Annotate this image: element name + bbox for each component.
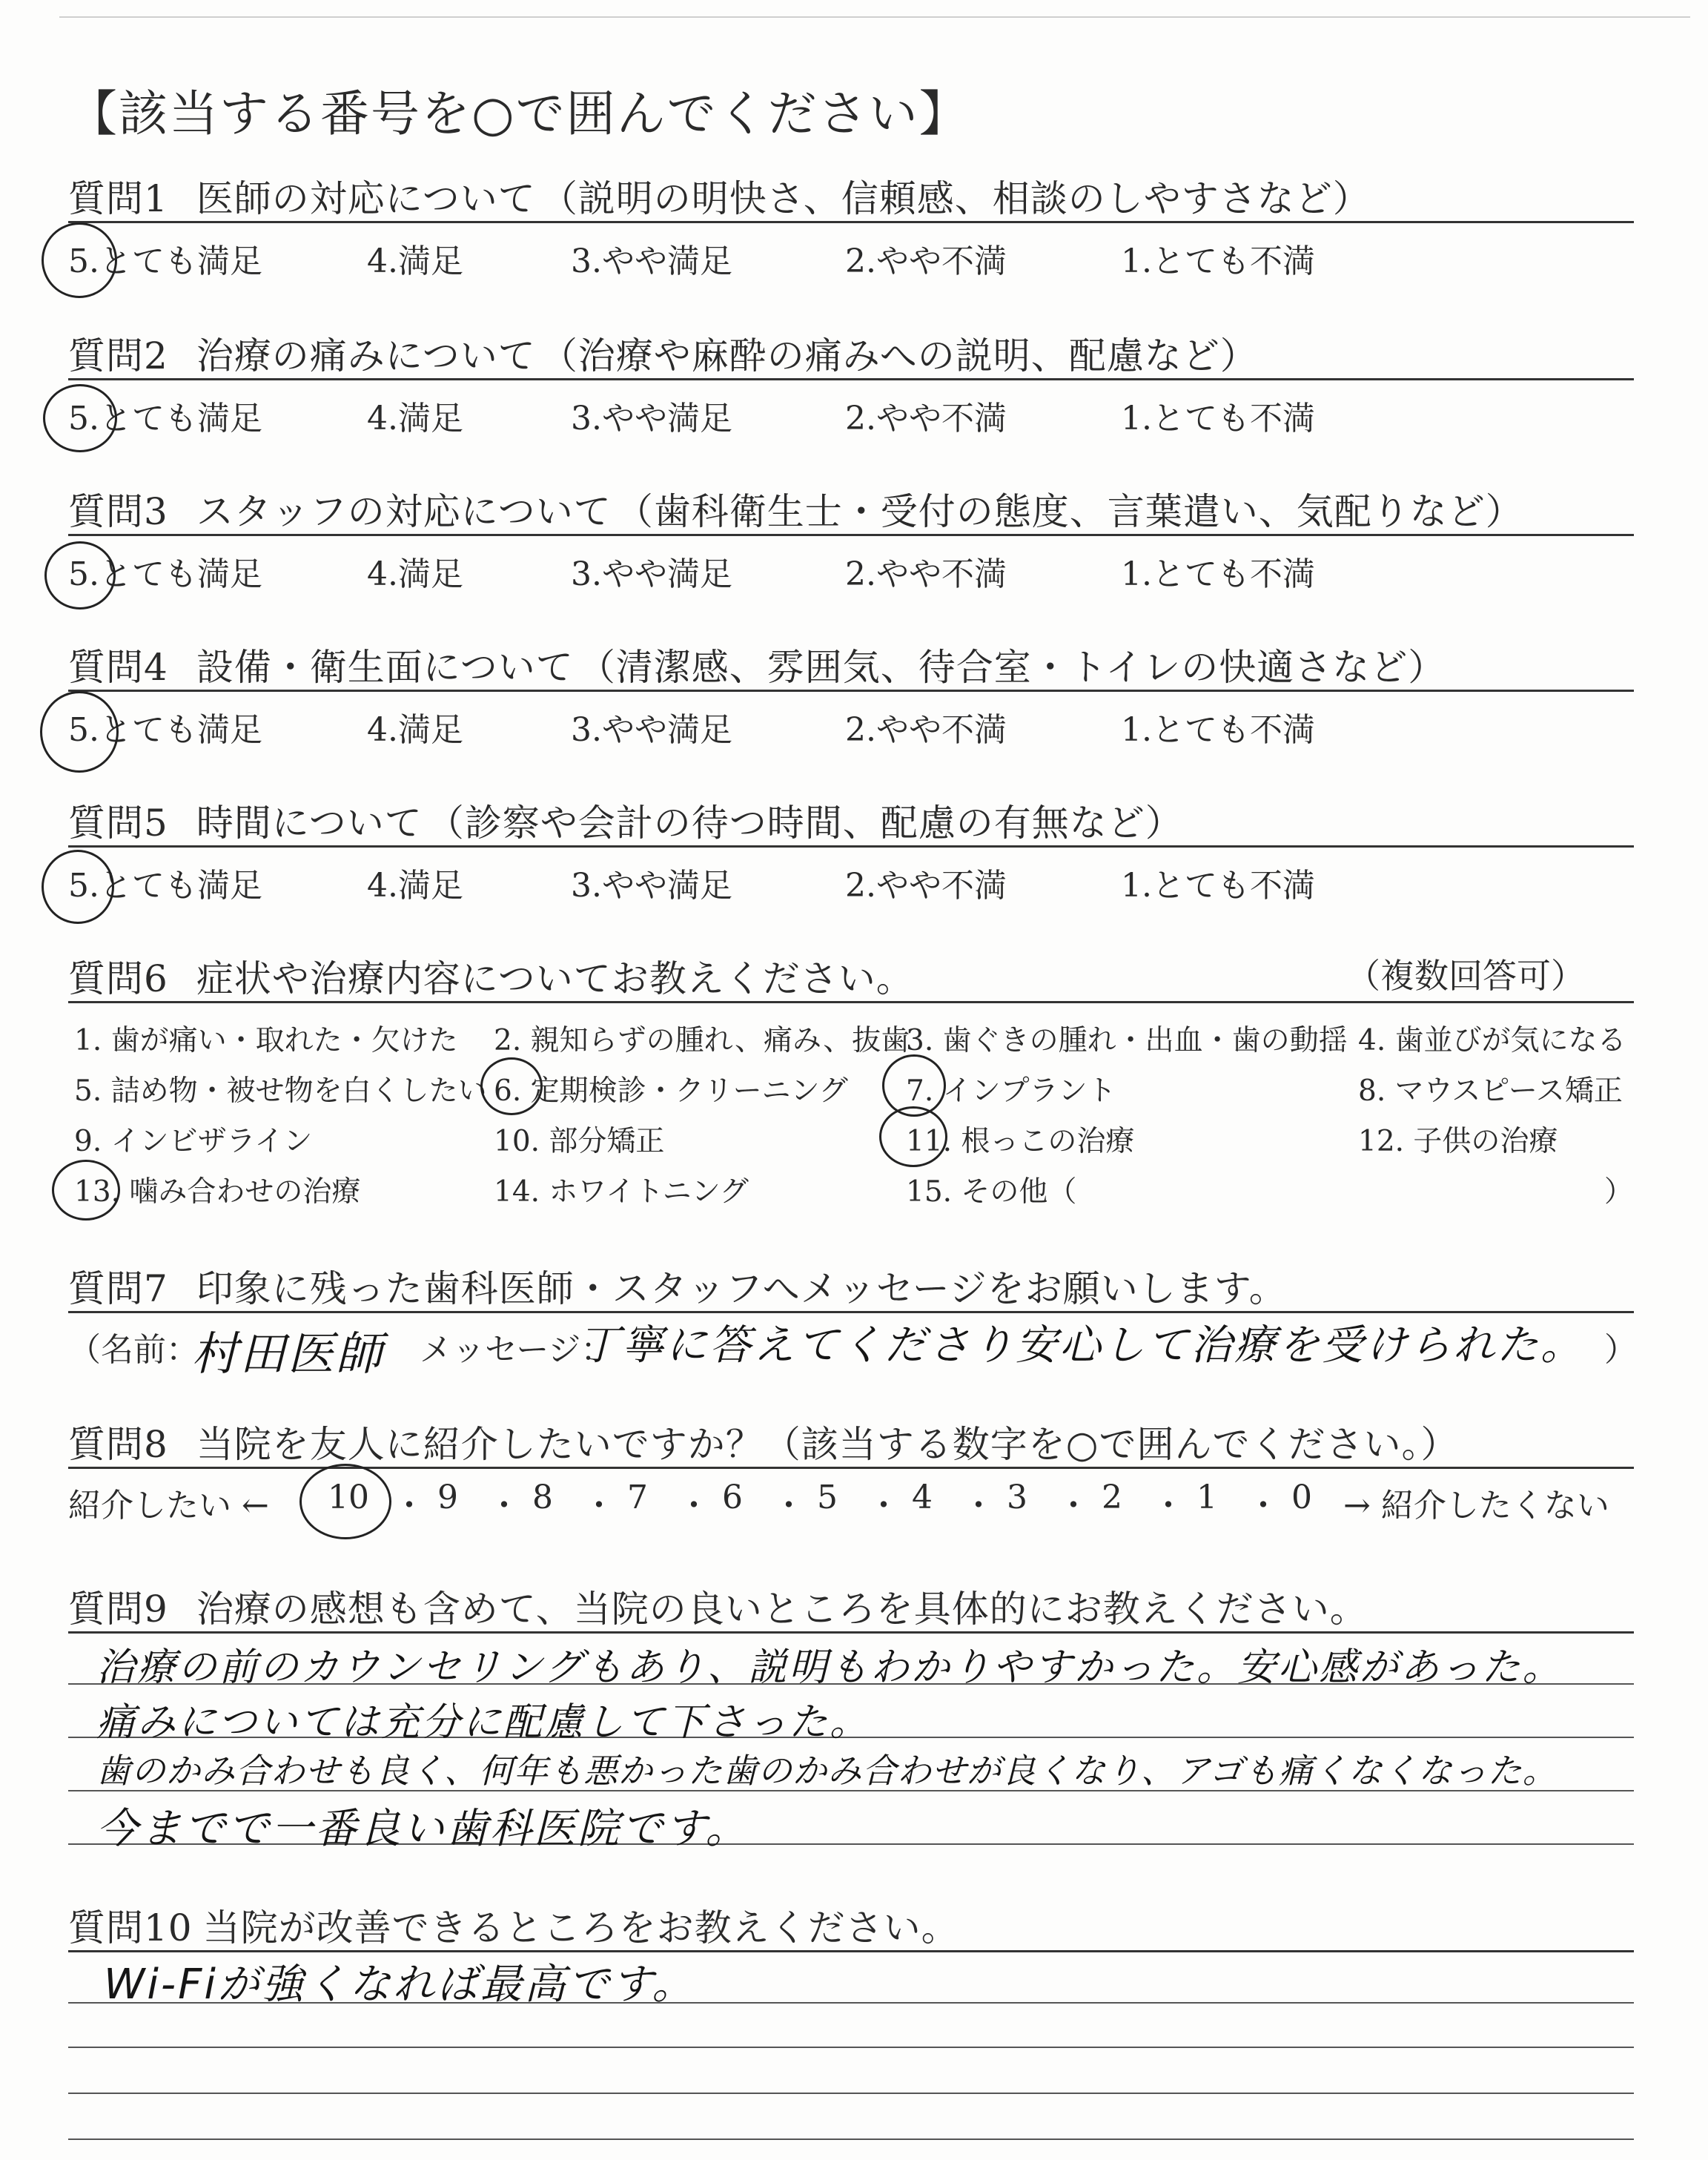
name-handwriting[interactable]: 村田医師: [191, 1327, 385, 1381]
option-2[interactable]: 2.やや不満: [845, 555, 1007, 593]
option-4[interactable]: 4.満足: [367, 867, 463, 905]
option-11[interactable]: 11. 根っこの治療: [906, 1125, 1135, 1158]
question-detail: （診察や会計の待つ時間、配慮の有無など）: [426, 802, 1183, 845]
option-1[interactable]: 1.とても不満: [1121, 400, 1315, 437]
question-number: 質問6: [68, 957, 168, 1000]
question-number: 質問1: [68, 177, 168, 220]
option-1[interactable]: 1.とても不満: [1121, 242, 1315, 280]
scale-right-label: → 紹介したくない: [1343, 1487, 1609, 1525]
option-15[interactable]: 15. その他（: [906, 1175, 1077, 1209]
option-3[interactable]: 3.やや満足: [571, 555, 732, 593]
option-5[interactable]: 5.とても満足: [68, 711, 262, 749]
answer-line: [68, 2093, 1634, 2094]
question-number: 質問3: [68, 490, 168, 533]
option-12[interactable]: 12. 子供の治療: [1358, 1125, 1558, 1158]
message-close-paren: ）: [1604, 1331, 1637, 1369]
question-text: 当院が改善できるところをお教えください。: [202, 1906, 959, 1949]
option-15-close-paren: ）: [1604, 1175, 1634, 1209]
divider: [68, 221, 1634, 223]
scale-9[interactable]: 9: [437, 1479, 458, 1516]
option-5[interactable]: 5.とても満足: [68, 555, 262, 593]
scale-0[interactable]: 0: [1291, 1479, 1312, 1516]
option-9[interactable]: 9. インビザライン: [74, 1125, 313, 1158]
divider: [68, 1631, 1634, 1634]
scale-4[interactable]: 4: [912, 1479, 933, 1516]
instruction-header: 【該当する番号を○で囲んでください】: [68, 85, 970, 142]
option-2[interactable]: 2.やや不満: [845, 711, 1007, 749]
option-5[interactable]: 5.とても満足: [68, 400, 262, 437]
divider: [68, 845, 1634, 848]
divider: [68, 534, 1634, 536]
question-detail: （清潔感、雰囲気、待合室・トイレの快適さなど）: [577, 646, 1446, 689]
option-5[interactable]: 5.とても満足: [68, 242, 262, 280]
scale-2[interactable]: 2: [1102, 1479, 1122, 1516]
question-text: 医師の対応について: [196, 177, 536, 220]
option-2[interactable]: 2. 親知らずの腫れ、痛み、抜歯: [494, 1024, 910, 1057]
question-text: 治療の感想も含めて、当院の良いところを具体的にお教えください。: [196, 1588, 1368, 1631]
question-number: 質問4: [68, 646, 168, 689]
scale-dot: ・: [772, 1487, 805, 1525]
option-8[interactable]: 8. マウスピース矯正: [1358, 1074, 1623, 1108]
option-6[interactable]: 6. 定期検診・クリーニング: [494, 1074, 848, 1108]
option-4[interactable]: 4.満足: [367, 555, 463, 593]
question-8: [0, 1415, 1708, 1533]
answer-line: [68, 2047, 1634, 2048]
option-3[interactable]: 3. 歯ぐきの腫れ・出血・歯の動揺: [906, 1024, 1348, 1057]
question-text: 時間について: [196, 802, 423, 845]
question-number: 質問2: [68, 334, 168, 377]
scale-8[interactable]: 8: [532, 1479, 553, 1516]
scale-dot: ・: [393, 1487, 426, 1525]
scale-10[interactable]: 10: [328, 1479, 369, 1516]
message-label: メッセージ：: [420, 1331, 614, 1369]
option-10[interactable]: 10. 部分矯正: [494, 1125, 665, 1158]
question-text: 症状や治療内容についてお教えください。: [196, 957, 914, 1000]
scale-left-label: 紹介したい ←: [68, 1487, 269, 1525]
scale-dot: ・: [1057, 1487, 1090, 1525]
question-number: 質問5: [68, 802, 168, 845]
scale-dot: ・: [962, 1487, 995, 1525]
scale-dot: ・: [488, 1487, 520, 1525]
option-3[interactable]: 3.やや満足: [571, 242, 732, 280]
option-1[interactable]: 1.とても不満: [1121, 867, 1315, 905]
question-detail: （歯科衛生士・受付の態度、言葉遣い、気配りなど）: [615, 490, 1523, 533]
option-4[interactable]: 4.満足: [367, 711, 463, 749]
answer-handwriting-line-1[interactable]: 治療の前のカウンセリングもあり、説明もわかりやすかった。安心感があった。: [96, 1645, 1563, 1690]
question-5: [0, 793, 1708, 971]
question-detail: （説明の明快さ、信頼感、相談のしやすさなど）: [540, 177, 1371, 220]
question-3: [0, 482, 1708, 660]
name-label: （名前：: [68, 1331, 199, 1369]
option-3[interactable]: 3.やや満足: [571, 400, 732, 437]
option-13[interactable]: 13. 噛み合わせの治療: [74, 1175, 361, 1209]
question-number: 質問10: [68, 1906, 193, 1949]
question-9: [0, 1579, 1708, 1861]
answer-handwriting-line-4[interactable]: 今までで一番良い歯科医院です。: [96, 1805, 749, 1853]
option-3[interactable]: 3.やや満足: [571, 867, 732, 905]
option-4[interactable]: 4. 歯並びが気になる: [1358, 1024, 1626, 1057]
multiple-answers-note: （複数回答可）: [1346, 956, 1585, 996]
scale-dot: ・: [583, 1487, 615, 1525]
question-text: スタッフの対応について: [196, 490, 612, 533]
question-text: 当院を友人に紹介したいですか？（該当する数字を○で囲んでください。）: [196, 1423, 1459, 1466]
answer-handwriting-line-2[interactable]: 痛みについては充分に配慮して下さった。: [96, 1700, 870, 1745]
option-4[interactable]: 4.満足: [367, 400, 463, 437]
option-3[interactable]: 3.やや満足: [571, 711, 732, 749]
option-1[interactable]: 1. 歯が痛い・取れた・欠けた: [74, 1024, 458, 1057]
question-4: [0, 638, 1708, 816]
answer-handwriting-line-3[interactable]: 歯のかみ合わせも良く、何年も悪かった歯のかみ合わせが良くなり、アゴも痛くなくなった。: [96, 1751, 1558, 1791]
scale-6[interactable]: 6: [722, 1479, 743, 1516]
option-2[interactable]: 2.やや不満: [845, 242, 1007, 280]
question-text: 設備・衛生面について: [196, 646, 574, 689]
question-1: [0, 169, 1708, 347]
question-text: 治療の痛みについて: [196, 334, 536, 377]
option-5[interactable]: 5.とても満足: [68, 867, 262, 905]
divider: [68, 1467, 1634, 1469]
option-4[interactable]: 4.満足: [367, 242, 463, 280]
option-2[interactable]: 2.やや不満: [845, 867, 1007, 905]
question-number: 質問9: [68, 1588, 168, 1631]
message-handwriting[interactable]: 丁寧に答えてくださり安心して治療を受けられた。: [578, 1321, 1584, 1370]
divider: [68, 378, 1634, 380]
divider: [68, 690, 1634, 692]
scale-dot: ・: [1152, 1487, 1185, 1525]
option-1[interactable]: 1.とても不満: [1121, 711, 1315, 749]
option-7[interactable]: 7. インプラント: [906, 1074, 1116, 1108]
divider: [68, 1001, 1634, 1003]
scale-3[interactable]: 3: [1007, 1479, 1027, 1516]
top-edge-line: [59, 16, 1690, 18]
answer-handwriting-line-1[interactable]: Wi-Fiが強くなれば最高です。: [104, 1961, 696, 2009]
scale-dot: ・: [867, 1487, 900, 1525]
option-14[interactable]: 14. ホワイトニング: [494, 1175, 749, 1209]
question-6: [0, 949, 1708, 1231]
answer-line: [68, 2138, 1634, 2140]
option-1[interactable]: 1.とても不満: [1121, 555, 1315, 593]
question-10: [0, 1898, 1708, 2150]
scale-dot: ・: [678, 1487, 710, 1525]
question-2: [0, 326, 1708, 504]
scale-7[interactable]: 7: [627, 1479, 648, 1516]
option-5[interactable]: 5. 詰め物・被せ物を白くしたい: [74, 1074, 487, 1108]
option-2[interactable]: 2.やや不満: [845, 400, 1007, 437]
question-detail: （治療や麻酔の痛みへの説明、配慮など）: [540, 334, 1258, 377]
question-number: 質問7: [68, 1267, 168, 1310]
scale-1[interactable]: 1: [1196, 1479, 1217, 1516]
scale-dot: ・: [1247, 1487, 1280, 1525]
question-text: 印象に残った歯科医師・スタッフへメッセージをお願いします。: [196, 1267, 1287, 1310]
scale-5[interactable]: 5: [817, 1479, 838, 1516]
question-number: 質問8: [68, 1423, 168, 1466]
question-7: [0, 1259, 1708, 1381]
